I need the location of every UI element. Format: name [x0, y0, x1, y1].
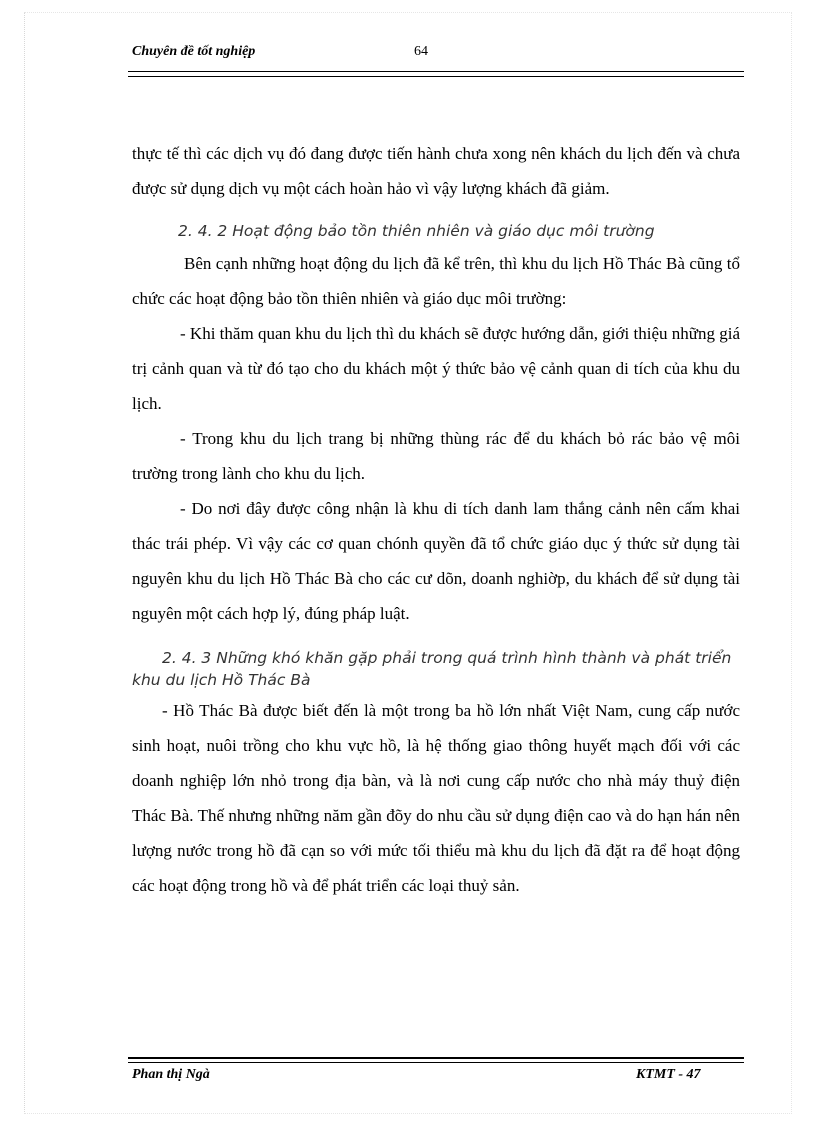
section-heading	[132, 647, 762, 691]
section-heading-line: khu du lịch Hồ Thác Bà	[132, 671, 311, 689]
paragraph: - Hồ Thác Bà được biết đến là một trong ba hồ lớn nhất Việt Nam, cung cấp nước sinh hoạt, nuôi trồng cho khu vực hồ, là hệ thống giao thông huyết mạch đối với các doanh nghiệp lớn nhỏ trong địa bàn, và là nơi cung cấp nước cho nhà máy thuỷ điện Thác Bà. Thế nhưng những năm gần đõy do nhu cầu sử dụng điện cao và do hạn hán nên lượng nước trong hồ đã cạn so với mức tối thiểu mà khu du lịch đã đặt ra để hoạt động các hoạt động trong hồ và để phát triển các loại thuỷ sản.	[132, 701, 740, 895]
paragraph: thực tế thì các dịch vụ đó đang được tiến hành chưa xong nên khách du lịch đến và chưa được sử dụng dịch vụ một cách hoàn hảo vì vậy lượng khách đã giảm.	[132, 144, 740, 198]
footer-course-code: KTMT - 47	[636, 1067, 701, 1082]
bullet-item: - Do nơi đây được công nhận là khu di tích danh lam thắng cảnh nên cấm khai thác trái phép. Vì vậy các cơ quan chónh quyền đã tổ chức giáo dục ý thức sử dụng tài nguyên khu du lịch Hồ Thác Bà cho các cư dõn, doanh nghiờp, du khách để sử dụng tài nguyên một cách hợp lý, đúng pháp luật.	[132, 499, 740, 623]
footer-author: Phan thị Ngà	[132, 1067, 210, 1082]
section-heading-line: 2. 4. 3 Những khó khăn gặp phải trong quá trình hình thành và phát triển	[162, 649, 732, 667]
header-page-number: 64	[414, 44, 428, 59]
bullet-item: - Trong khu du lịch trang bị những thùng rác để du khách bỏ rác bảo vệ môi trường trong lành cho khu du lịch.	[132, 429, 740, 483]
section-heading: 2. 4. 2 Hoạt động bảo tồn thiên nhiên và giáo dục môi trường	[178, 222, 655, 240]
paragraph-text: Bên cạnh những hoạt động du lịch đã kể trên, thì khu du lịch Hồ Thác Bà cũng tổ chức các hoạt động bảo tồn thiên nhiên và giáo dục môi trường:	[132, 254, 740, 308]
header-title: Chuyên đề tốt nghiệp	[132, 44, 256, 59]
document-body	[132, 136, 740, 903]
header-rule	[128, 71, 744, 77]
footer-rule	[128, 1057, 744, 1063]
bullet-item: - Khi thăm quan khu du lịch thì du khách sẽ được hướng dẫn, giới thiệu những giá trị cảnh quan và từ đó tạo cho du khách một ý thức bảo vệ cảnh quan di tích của khu du lịch.	[132, 324, 740, 413]
paragraph	[132, 246, 740, 316]
